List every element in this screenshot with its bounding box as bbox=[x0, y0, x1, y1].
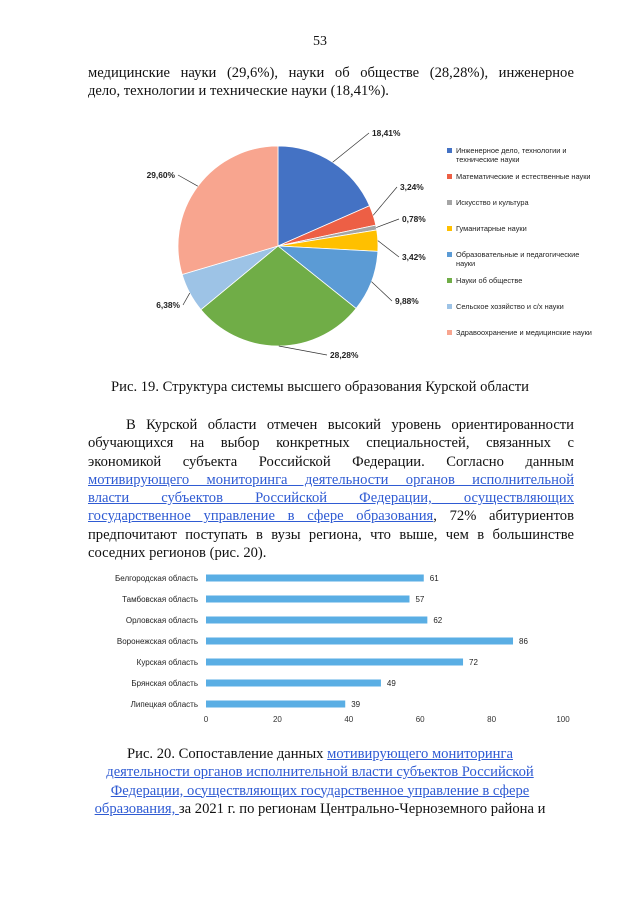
bar-value-label: 39 bbox=[351, 700, 361, 709]
pie-leader-line bbox=[371, 282, 392, 301]
legend-item bbox=[447, 198, 597, 207]
legend-swatch bbox=[447, 304, 452, 309]
body-line bbox=[88, 453, 574, 471]
legend-item bbox=[447, 250, 597, 268]
body-line bbox=[88, 416, 574, 434]
pie-value-label: 6,38% bbox=[156, 300, 180, 310]
pie-leader-line bbox=[183, 293, 190, 305]
bar-value-label: 72 bbox=[469, 658, 478, 667]
bar-value-label: 62 bbox=[433, 616, 443, 625]
pie-value-label: 0,78% bbox=[402, 214, 426, 224]
x-tick-label: 80 bbox=[487, 715, 497, 724]
legend-item bbox=[447, 146, 597, 164]
x-tick-label: 60 bbox=[415, 715, 425, 724]
body-line bbox=[88, 434, 574, 452]
bar-chart-regions bbox=[0, 566, 640, 738]
body-line bbox=[88, 489, 574, 507]
fig20-caption-tail: за 2021 г. по регионам Центрально-Черноземного района и bbox=[178, 800, 546, 817]
pie-value-label: 3,24% bbox=[400, 182, 424, 192]
x-tick-label: 20 bbox=[272, 715, 282, 724]
bar-category-label: Тамбовская область bbox=[122, 595, 198, 604]
bar-value-label: 49 bbox=[386, 679, 396, 688]
legend-swatch bbox=[447, 252, 452, 257]
fig20-link-4[interactable]: образования, bbox=[94, 800, 179, 817]
legend-label: Здравоохранение и медицинские науки bbox=[456, 328, 592, 337]
bar-category-label: Липецкая область bbox=[130, 700, 198, 709]
bar bbox=[206, 701, 345, 708]
body-text: обучающихся на выбор конкретных специальностей, связанных с bbox=[88, 435, 574, 452]
pie-leader-line bbox=[378, 241, 399, 257]
bar-category-label: Брянская область bbox=[131, 679, 198, 688]
monitoring-link[interactable]: государственное управление в сфере образования bbox=[88, 508, 434, 525]
figure-20-caption bbox=[0, 745, 640, 818]
legend-item bbox=[447, 172, 597, 181]
pie-value-label: 28,28% bbox=[330, 350, 359, 360]
page-number: 53 bbox=[313, 34, 327, 49]
pie-leader-line bbox=[376, 219, 399, 228]
bar-category-label: Воронежская область bbox=[116, 637, 198, 646]
fig20-caption-text: Рис. 20. Сопоставление данных bbox=[127, 746, 328, 762]
legend-swatch bbox=[447, 148, 452, 153]
legend-swatch bbox=[447, 226, 452, 231]
legend-label: Инженерное дело, технологии и технические науки bbox=[456, 146, 567, 165]
legend-label: Искусство и культура bbox=[456, 198, 529, 207]
fig20-link-1[interactable]: мотивирующего мониторинга bbox=[327, 746, 513, 762]
pie-leader-line bbox=[178, 175, 198, 186]
legend-item bbox=[447, 276, 597, 285]
bar bbox=[206, 596, 409, 603]
x-tick-label: 40 bbox=[344, 715, 354, 724]
body-line bbox=[88, 507, 574, 525]
pie-leader-line bbox=[333, 133, 369, 162]
bar-value-label: 61 bbox=[429, 574, 439, 583]
legend-swatch bbox=[447, 174, 452, 179]
fig20-link-3[interactable]: Федерации, осуществляющих государственное управление в сфере bbox=[110, 782, 530, 799]
legend-item bbox=[447, 328, 597, 337]
body-text: В Курской области отмечен высокий уровень ориентированности bbox=[126, 417, 574, 433]
bar bbox=[206, 680, 381, 687]
pie-value-label: 29,60% bbox=[146, 170, 175, 180]
pie-value-label: 3,42% bbox=[402, 252, 426, 262]
bar-value-label: 86 bbox=[519, 637, 528, 646]
pie-leader-line bbox=[279, 346, 327, 355]
bar bbox=[206, 617, 427, 624]
legend-label: Сельское хозяйство и с/х науки bbox=[456, 302, 564, 311]
bar bbox=[206, 659, 463, 666]
pie-leader-line bbox=[373, 187, 397, 215]
pie-value-label: 18,41% bbox=[372, 128, 401, 138]
bar bbox=[206, 638, 513, 645]
bar-category-label: Орловская область bbox=[125, 616, 198, 625]
bar-category-label: Курская область bbox=[136, 658, 198, 667]
figure-19-caption: Рис. 19. Структура системы высшего образования Курской области bbox=[111, 379, 529, 395]
body-line bbox=[88, 544, 574, 562]
legend-item bbox=[447, 302, 597, 311]
x-tick-label: 100 bbox=[556, 715, 570, 724]
intro-paragraph bbox=[88, 64, 574, 101]
intro-line: медицинские науки (29,6%), науки об обществе (28,28%), инженерное bbox=[88, 65, 574, 81]
legend-label: Математические и естественные науки bbox=[456, 172, 591, 181]
body-text: предпочитают поступать в вузы региона, что выше, чем в большинстве bbox=[88, 526, 574, 543]
legend-item bbox=[447, 224, 597, 233]
x-tick-label: 0 bbox=[203, 715, 209, 724]
bar-category-label: Белгородская область bbox=[115, 574, 198, 583]
monitoring-link[interactable]: мотивирующего мониторинга деятельности органов исполнительной bbox=[88, 471, 574, 488]
fig20-link-2[interactable]: деятельности органов исполнительной власти субъектов Российской bbox=[106, 764, 534, 781]
legend-swatch bbox=[447, 330, 452, 335]
pie-value-label: 9,88% bbox=[395, 296, 419, 306]
legend-swatch bbox=[447, 200, 452, 205]
body-paragraph bbox=[88, 416, 574, 562]
body-text: экономикой субъекта Российской Федерации. Согласно данным bbox=[88, 453, 574, 470]
intro-line: дело, технологии и технические науки (18,41%). bbox=[88, 83, 389, 100]
body-line bbox=[88, 471, 574, 489]
legend-swatch bbox=[447, 278, 452, 283]
body-text: , 72% абитуриентов bbox=[433, 508, 574, 525]
legend-label: Гуманитарные науки bbox=[456, 224, 527, 233]
bar-value-label: 57 bbox=[415, 595, 425, 604]
legend-label: Науки об обществе bbox=[456, 276, 523, 285]
legend-label: Образовательные и педагогические науки bbox=[456, 250, 580, 269]
body-text: соседних регионов (рис. 20). bbox=[88, 545, 267, 562]
body-line bbox=[88, 526, 574, 544]
monitoring-link[interactable]: власти субъектов Российской Федерации, осуществляющих bbox=[88, 490, 574, 507]
bar bbox=[206, 575, 424, 582]
